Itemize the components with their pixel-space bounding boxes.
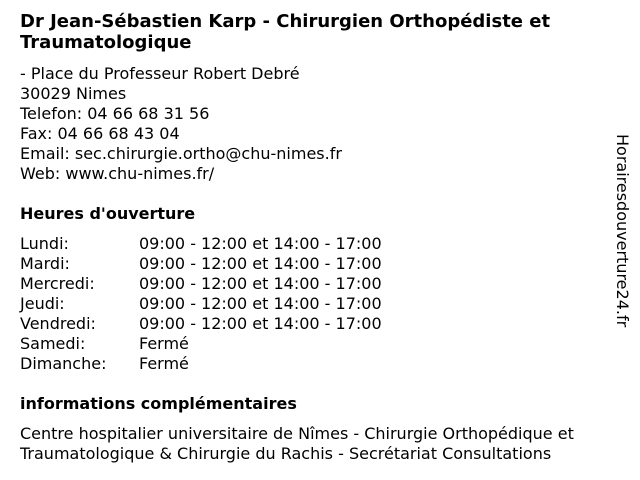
hours-row-monday (20, 234, 382, 254)
day-label: Samedi: (20, 334, 86, 353)
day-hours: 09:00 - 12:00 et 14:00 - 17:00 (139, 314, 382, 333)
website-url: Web: www.chu-nimes.fr/ (20, 164, 215, 183)
day-label: Vendredi: (20, 314, 96, 333)
day-label: Jeudi: (20, 294, 65, 313)
day-label: Dimanche: (20, 354, 107, 373)
hours-row-wednesday (20, 274, 382, 294)
phone-number: Telefon: 04 66 68 31 56 (20, 104, 210, 123)
contact-block (20, 64, 342, 184)
hours-row-sunday (20, 354, 382, 374)
day-label: Mercredi: (20, 274, 95, 293)
hours-row-friday (20, 314, 382, 334)
day-hours: Fermé (139, 354, 189, 373)
additional-info-text: Centre hospitalier universitaire de Nîmes - Chirurgie Orthopédique et Traumatologique & Chirurgie du Rachis - Secrétariat Consultations (20, 424, 574, 463)
page-title: Dr Jean-Sébastien Karp - Chirurgien Orthopédiste et Traumatologique (20, 11, 551, 53)
day-hours: 09:00 - 12:00 et 14:00 - 17:00 (139, 294, 382, 313)
fax-number: Fax: 04 66 68 43 04 (20, 124, 180, 143)
email-address: Email: sec.chirurgie.ortho@chu-nimes.fr (20, 144, 342, 163)
site-watermark: Horairesdouverture24.fr (613, 134, 632, 328)
additional-info-heading: informations complémentaires (20, 394, 297, 413)
day-hours: 09:00 - 12:00 et 14:00 - 17:00 (139, 234, 382, 253)
hours-row-saturday (20, 334, 382, 354)
day-hours: 09:00 - 12:00 et 14:00 - 17:00 (139, 254, 382, 273)
address-street: - Place du Professeur Robert Debré (20, 64, 300, 83)
day-label: Mardi: (20, 254, 70, 273)
hours-row-tuesday (20, 254, 382, 274)
day-hours: Fermé (139, 334, 189, 353)
opening-hours-table (20, 234, 382, 374)
day-hours: 09:00 - 12:00 et 14:00 - 17:00 (139, 274, 382, 293)
day-label: Lundi: (20, 234, 69, 253)
opening-hours-heading: Heures d'ouverture (20, 204, 196, 223)
hours-row-thursday (20, 294, 382, 314)
address-city: 30029 Nimes (20, 84, 127, 103)
